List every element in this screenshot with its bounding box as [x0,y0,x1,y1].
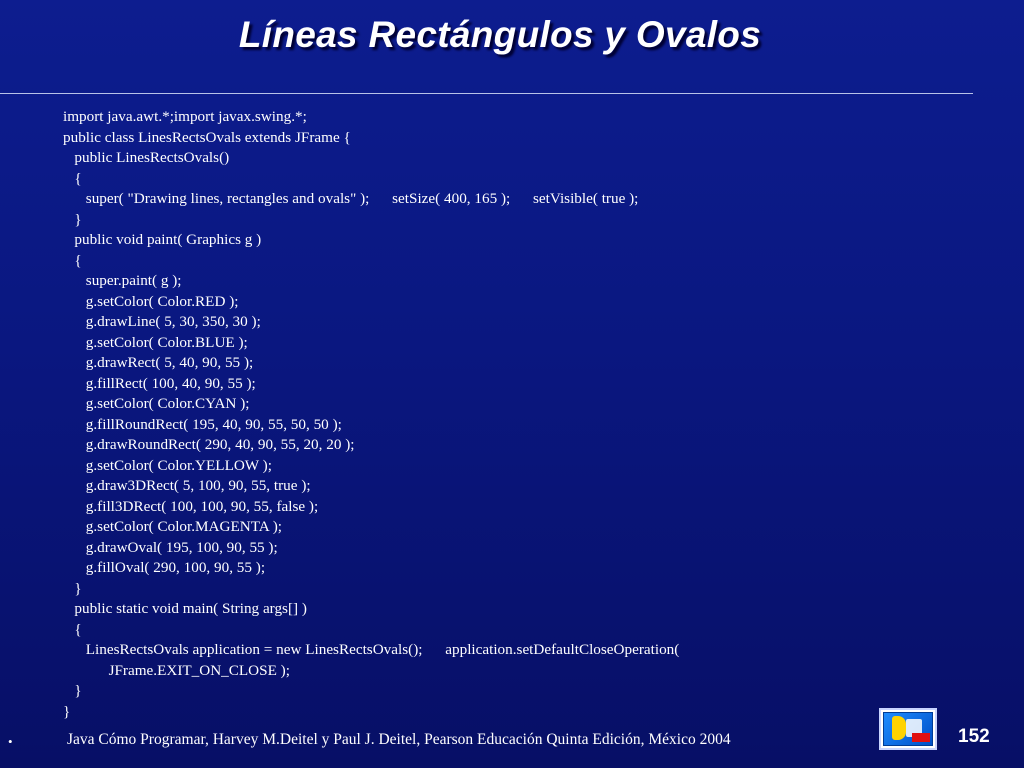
code-line: } [63,579,82,597]
code-line: g.fillRect( 100, 40, 90, 55 ); [63,374,256,392]
publisher-logo-icon [879,708,937,750]
logo-graphic [883,712,933,746]
code-line: g.setColor( Color.CYAN ); [63,395,250,412]
code-line: g.setColor( Color.RED ); [63,292,239,310]
slide-title: Líneas Rectángulos y Ovalos [238,14,762,55]
code-line: LinesRectsOvals application = new LinesRectsOvals(); application.setDefaultCloseOperation( [63,641,680,658]
code-line: } [63,210,82,228]
code-line: g.drawLine( 5, 30, 350, 30 ); [63,313,261,330]
code-line: g.fill3DRect( 100, 100, 90, 55, false ); [63,497,319,515]
page-number: 152 [958,726,990,747]
code-line: public void paint( Graphics g ) [63,231,262,248]
code-line: g.fillOval( 290, 100, 90, 55 ); [63,559,266,576]
code-line: } [63,682,82,699]
title-divider [0,93,973,94]
code-line: { [63,169,82,187]
code-line: public class LinesRectsOvals extends JFrame { [63,128,351,146]
code-line: JFrame.EXIT_ON_CLOSE ); [63,661,290,679]
code-line: } [63,702,71,720]
logo-mark-red [912,733,930,742]
code-listing [63,107,963,722]
code-line: public static void main( String args[] ) [63,600,307,617]
code-line: g.setColor( Color.MAGENTA ); [63,518,282,535]
code-line: { [63,620,82,638]
logo-mark-yellow [892,716,906,740]
code-line: import java.awt.*;import javax.swing.*; [63,108,307,125]
code-line: public LinesRectsOvals() [63,149,230,166]
code-line: g.draw3DRect( 5, 100, 90, 55, true ); [63,477,311,494]
footer-citation: Java Cómo Programar, Harvey M.Deitel y Paul J. Deitel, Pearson Educación Quinta Edición, México 2004 [67,731,731,748]
code-line: super.paint( g ); [63,272,182,289]
code-line: { [63,251,82,269]
code-line: g.fillRoundRect( 195, 40, 90, 55, 50, 50 ); [63,415,342,433]
code-line: g.drawRect( 5, 40, 90, 55 ); [63,354,254,371]
code-line: g.drawOval( 195, 100, 90, 55 ); [63,538,278,556]
code-line: g.setColor( Color.BLUE ); [63,333,248,351]
code-line: super( "Drawing lines, rectangles and ovals" ); setSize( 400, 165 ); setVisible( true ); [63,190,639,207]
footer-bullet: • [8,734,13,749]
code-line: g.setColor( Color.YELLOW ); [63,456,272,474]
code-line: g.drawRoundRect( 290, 40, 90, 55, 20, 20 ); [63,436,355,453]
